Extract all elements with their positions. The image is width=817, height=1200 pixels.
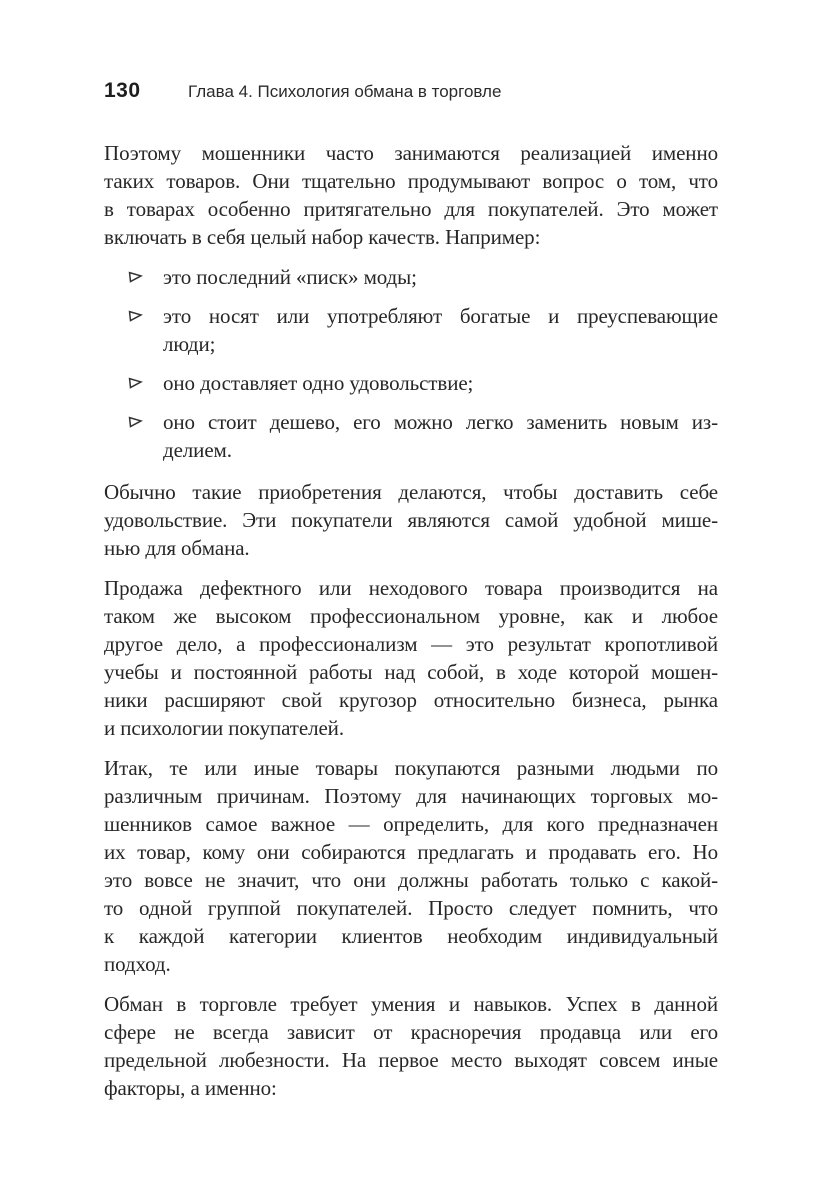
text-line: Итак, те или иные товары покупаются разными людьми по [104,756,718,780]
page-header [104,79,718,103]
arrow-bullet-icon [128,414,143,429]
paragraph [104,990,718,1102]
text-line: их товар, кому они собираются предлагать и продавать его. Но [104,840,718,864]
paragraph [104,574,718,742]
text-line: учебы и постоянной работы над собой, в ходе которой мошен- [104,660,718,684]
paragraph [104,754,718,978]
list-item [104,408,718,464]
text-line: другое дело, а профессионализм — это результат кропотливой [104,632,718,656]
text-line: таком же высоком профессиональном уровне, как и любое [104,604,718,628]
text-line: Поэтому мошенники часто занимаются реализацией именно [104,141,718,165]
text-line: это носят или употребляют богатые и преуспевающие [163,304,718,328]
list-item [104,369,718,397]
text-line: включать в себя целый набор качеств. Например: [104,225,541,249]
arrow-bullet-icon [128,375,143,390]
bullet-list [104,263,718,464]
text-line: Продажа дефектного или неходового товара производится на [104,576,718,600]
text-line: ники расширяют свой кругозор относительно бизнеса, рынка [104,688,718,712]
arrow-bullet-icon [128,308,143,323]
running-head: Глава 4. Психология обмана в торговле [188,82,502,101]
text-line: Обычно такие приобретения делаются, чтобы доставить себе [104,480,718,504]
page-number: 130 [104,79,141,102]
text-line: это вовсе не значит, что они должны работать только с какой- [104,868,718,892]
text-line: делием. [163,438,232,462]
text-line: оно стоит дешево, его можно легко заменить новым из- [163,410,718,434]
text-line: оно доставляет одно удовольствие; [163,371,474,395]
list-item [104,263,718,291]
text-line: к каждой категории клиентов необходим индивидуальный [104,924,718,948]
text-line: и психологии покупателей. [104,716,344,740]
text-line: нью для обмана. [104,536,250,560]
text-line: шенников самое важное — определить, для кого предназначен [104,812,718,836]
text-line: таких товаров. Они тщательно продумывают вопрос о том, что [104,169,718,193]
text-line: удовольствие. Эти покупатели являются самой удобной мише- [104,508,718,532]
text-line: факторы, а именно: [104,1076,277,1100]
text-line: люди; [163,332,216,356]
page-body [104,139,718,1114]
paragraph [104,478,718,562]
text-line: в товарах особенно притягательно для покупателей. Это может [104,197,718,221]
paragraph [104,139,718,251]
text-line: сфере не всегда зависит от красноречия продавца или его [104,1020,718,1044]
arrow-bullet-icon [128,269,143,284]
text-line: Обман в торговле требует умения и навыков. Успех в данной [104,992,718,1016]
text-line: различным причинам. Поэтому для начинающих торговых мо- [104,784,718,808]
text-line: то одной группой покупателей. Просто следует помнить, что [104,896,718,920]
list-item [104,302,718,358]
text-line: предельной любезности. На первое место выходят совсем иные [104,1048,718,1072]
text-line: это последний «писк» моды; [163,265,417,289]
text-line: подход. [104,952,171,976]
